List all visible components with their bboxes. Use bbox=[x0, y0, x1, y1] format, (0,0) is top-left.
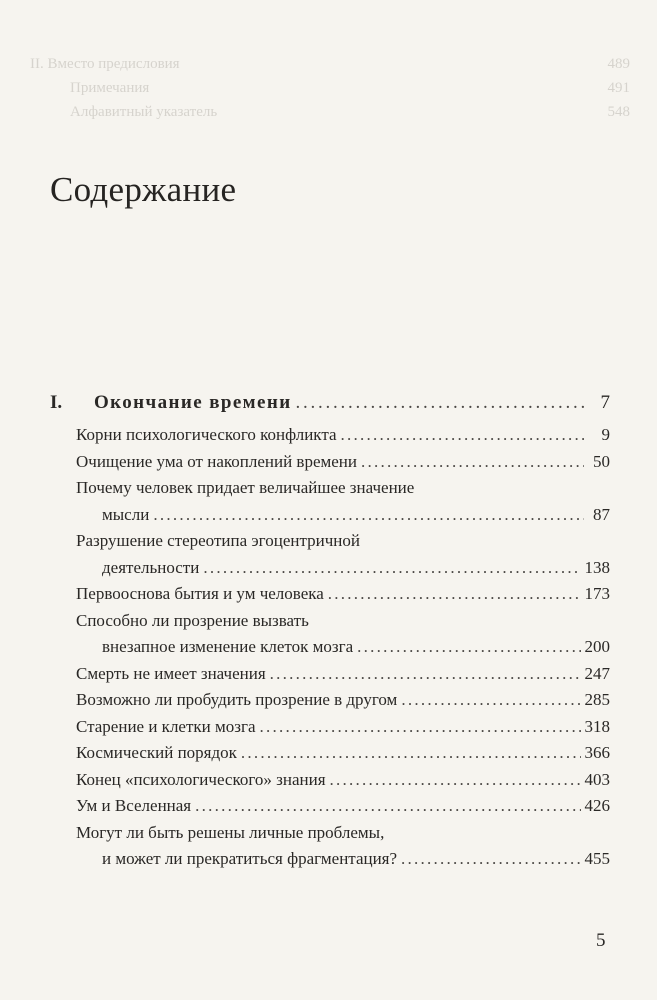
toc-entry[interactable] bbox=[76, 687, 610, 714]
toc-entry[interactable] bbox=[76, 422, 610, 449]
bleed-row bbox=[30, 100, 630, 124]
toc-entry-line bbox=[76, 793, 610, 820]
leader-dots bbox=[401, 846, 580, 873]
toc-entry-title: деятельности bbox=[102, 557, 200, 577]
leader-dots bbox=[270, 661, 581, 688]
leader-dots bbox=[153, 502, 584, 529]
toc-entry-page: 285 bbox=[584, 690, 610, 709]
toc-entry-title: Конец «психологического» знания bbox=[76, 769, 326, 789]
toc-entry[interactable] bbox=[76, 581, 610, 608]
leader-dots bbox=[401, 687, 580, 714]
leader-dots bbox=[361, 449, 584, 476]
toc-entry-line bbox=[76, 714, 610, 741]
toc-part-heading[interactable] bbox=[50, 386, 610, 420]
leader-dots bbox=[195, 793, 580, 820]
toc-entry-title: Очищение ума от накоплений времени bbox=[76, 451, 357, 471]
toc-entry[interactable] bbox=[76, 475, 610, 528]
toc-entry-page: 50 bbox=[593, 451, 610, 471]
leader-dots bbox=[341, 422, 584, 449]
toc-entry[interactable] bbox=[76, 528, 610, 581]
toc-entry-title: Разрушение стереотипа эгоцентричной bbox=[76, 531, 360, 550]
toc-entry-title: Космический порядок bbox=[76, 743, 237, 762]
toc-entry-page: 247 bbox=[584, 663, 610, 683]
toc-entry-page: 87 bbox=[593, 504, 610, 524]
toc-entry-page: 200 bbox=[584, 637, 610, 656]
toc-entry[interactable] bbox=[76, 793, 610, 820]
toc-entry[interactable] bbox=[76, 661, 610, 688]
toc-entry-title: Первооснова бытия и ум человека bbox=[76, 584, 324, 603]
toc-entry-title: Способно ли прозрение вызвать bbox=[76, 610, 309, 630]
toc-entry-page: 9 bbox=[601, 425, 610, 444]
toc-entry-title: Почему человек придает величайшее значение bbox=[76, 478, 415, 497]
toc-entry-page: 426 bbox=[584, 796, 610, 815]
toc-entry-page: 366 bbox=[584, 743, 610, 762]
bleed-through-text bbox=[30, 52, 630, 124]
bleed-page: 489 bbox=[607, 56, 630, 72]
bleed-row bbox=[30, 52, 630, 76]
part-page: 7 bbox=[600, 392, 610, 413]
toc-entry-line bbox=[76, 608, 610, 635]
toc-entry-line bbox=[76, 687, 610, 714]
toc-entry[interactable] bbox=[76, 820, 610, 873]
table-of-contents bbox=[50, 386, 610, 873]
bleed-label: II. Вместо предисловия bbox=[30, 56, 180, 72]
toc-entry-line bbox=[76, 634, 610, 661]
toc-entry-page: 403 bbox=[584, 769, 610, 789]
toc-entry-line bbox=[76, 502, 610, 529]
toc-entry-title: Возможно ли пробудить прозрение в другом bbox=[76, 690, 398, 709]
page-number: 5 bbox=[596, 930, 606, 951]
toc-entries bbox=[76, 422, 610, 873]
toc-entry-line bbox=[76, 767, 610, 794]
toc-entry-line bbox=[76, 740, 610, 767]
toc-entry-title: Ум и Вселенная bbox=[76, 796, 192, 815]
bleed-label: Примечания bbox=[70, 80, 150, 96]
leader-dots bbox=[357, 634, 580, 661]
bleed-row bbox=[30, 76, 630, 100]
toc-entry-line bbox=[76, 528, 610, 555]
toc-entry[interactable] bbox=[76, 740, 610, 767]
toc-entry-page: 455 bbox=[584, 849, 610, 868]
toc-entry-line bbox=[76, 661, 610, 688]
part-number: I. bbox=[50, 392, 63, 413]
bleed-page: 491 bbox=[607, 80, 630, 96]
toc-entry-title: Корни психологического конфликта bbox=[76, 425, 337, 444]
toc-entry-line bbox=[76, 449, 610, 476]
part-title: Окончание времени bbox=[94, 392, 292, 413]
toc-entry-title: и может ли прекратиться фрагментация? bbox=[102, 849, 398, 868]
toc-entry-line bbox=[76, 422, 610, 449]
toc-entry-title: Могут ли быть решены личные проблемы, bbox=[76, 822, 385, 842]
leader-dots bbox=[203, 555, 580, 582]
toc-entry-page: 173 bbox=[584, 584, 610, 603]
toc-entry-line bbox=[76, 475, 610, 502]
toc-entry-title: мысли bbox=[102, 504, 150, 524]
toc-entry-line bbox=[76, 581, 610, 608]
toc-entry-line bbox=[76, 820, 610, 847]
leader-dots bbox=[296, 386, 584, 420]
toc-entry-title: Смерть не имеет значения bbox=[76, 663, 266, 683]
page-title: Содержание bbox=[50, 170, 237, 209]
toc-entry[interactable] bbox=[76, 608, 610, 661]
toc-entry[interactable] bbox=[76, 767, 610, 794]
toc-entry[interactable] bbox=[76, 714, 610, 741]
toc-entry-line bbox=[76, 846, 610, 873]
leader-dots bbox=[241, 740, 581, 767]
toc-entry-line bbox=[76, 555, 610, 582]
toc-entry[interactable] bbox=[76, 449, 610, 476]
toc-entry-title: внезапное изменение клеток мозга bbox=[102, 637, 354, 656]
leader-dots bbox=[328, 581, 581, 608]
toc-entry-title: Старение и клетки мозга bbox=[76, 716, 256, 736]
bleed-label: Алфавитный указатель bbox=[70, 104, 218, 120]
toc-entry-page: 318 bbox=[584, 716, 610, 736]
bleed-page: 548 bbox=[607, 104, 630, 120]
leader-dots bbox=[260, 714, 581, 741]
leader-dots bbox=[330, 767, 581, 794]
toc-entry-page: 138 bbox=[584, 557, 610, 577]
